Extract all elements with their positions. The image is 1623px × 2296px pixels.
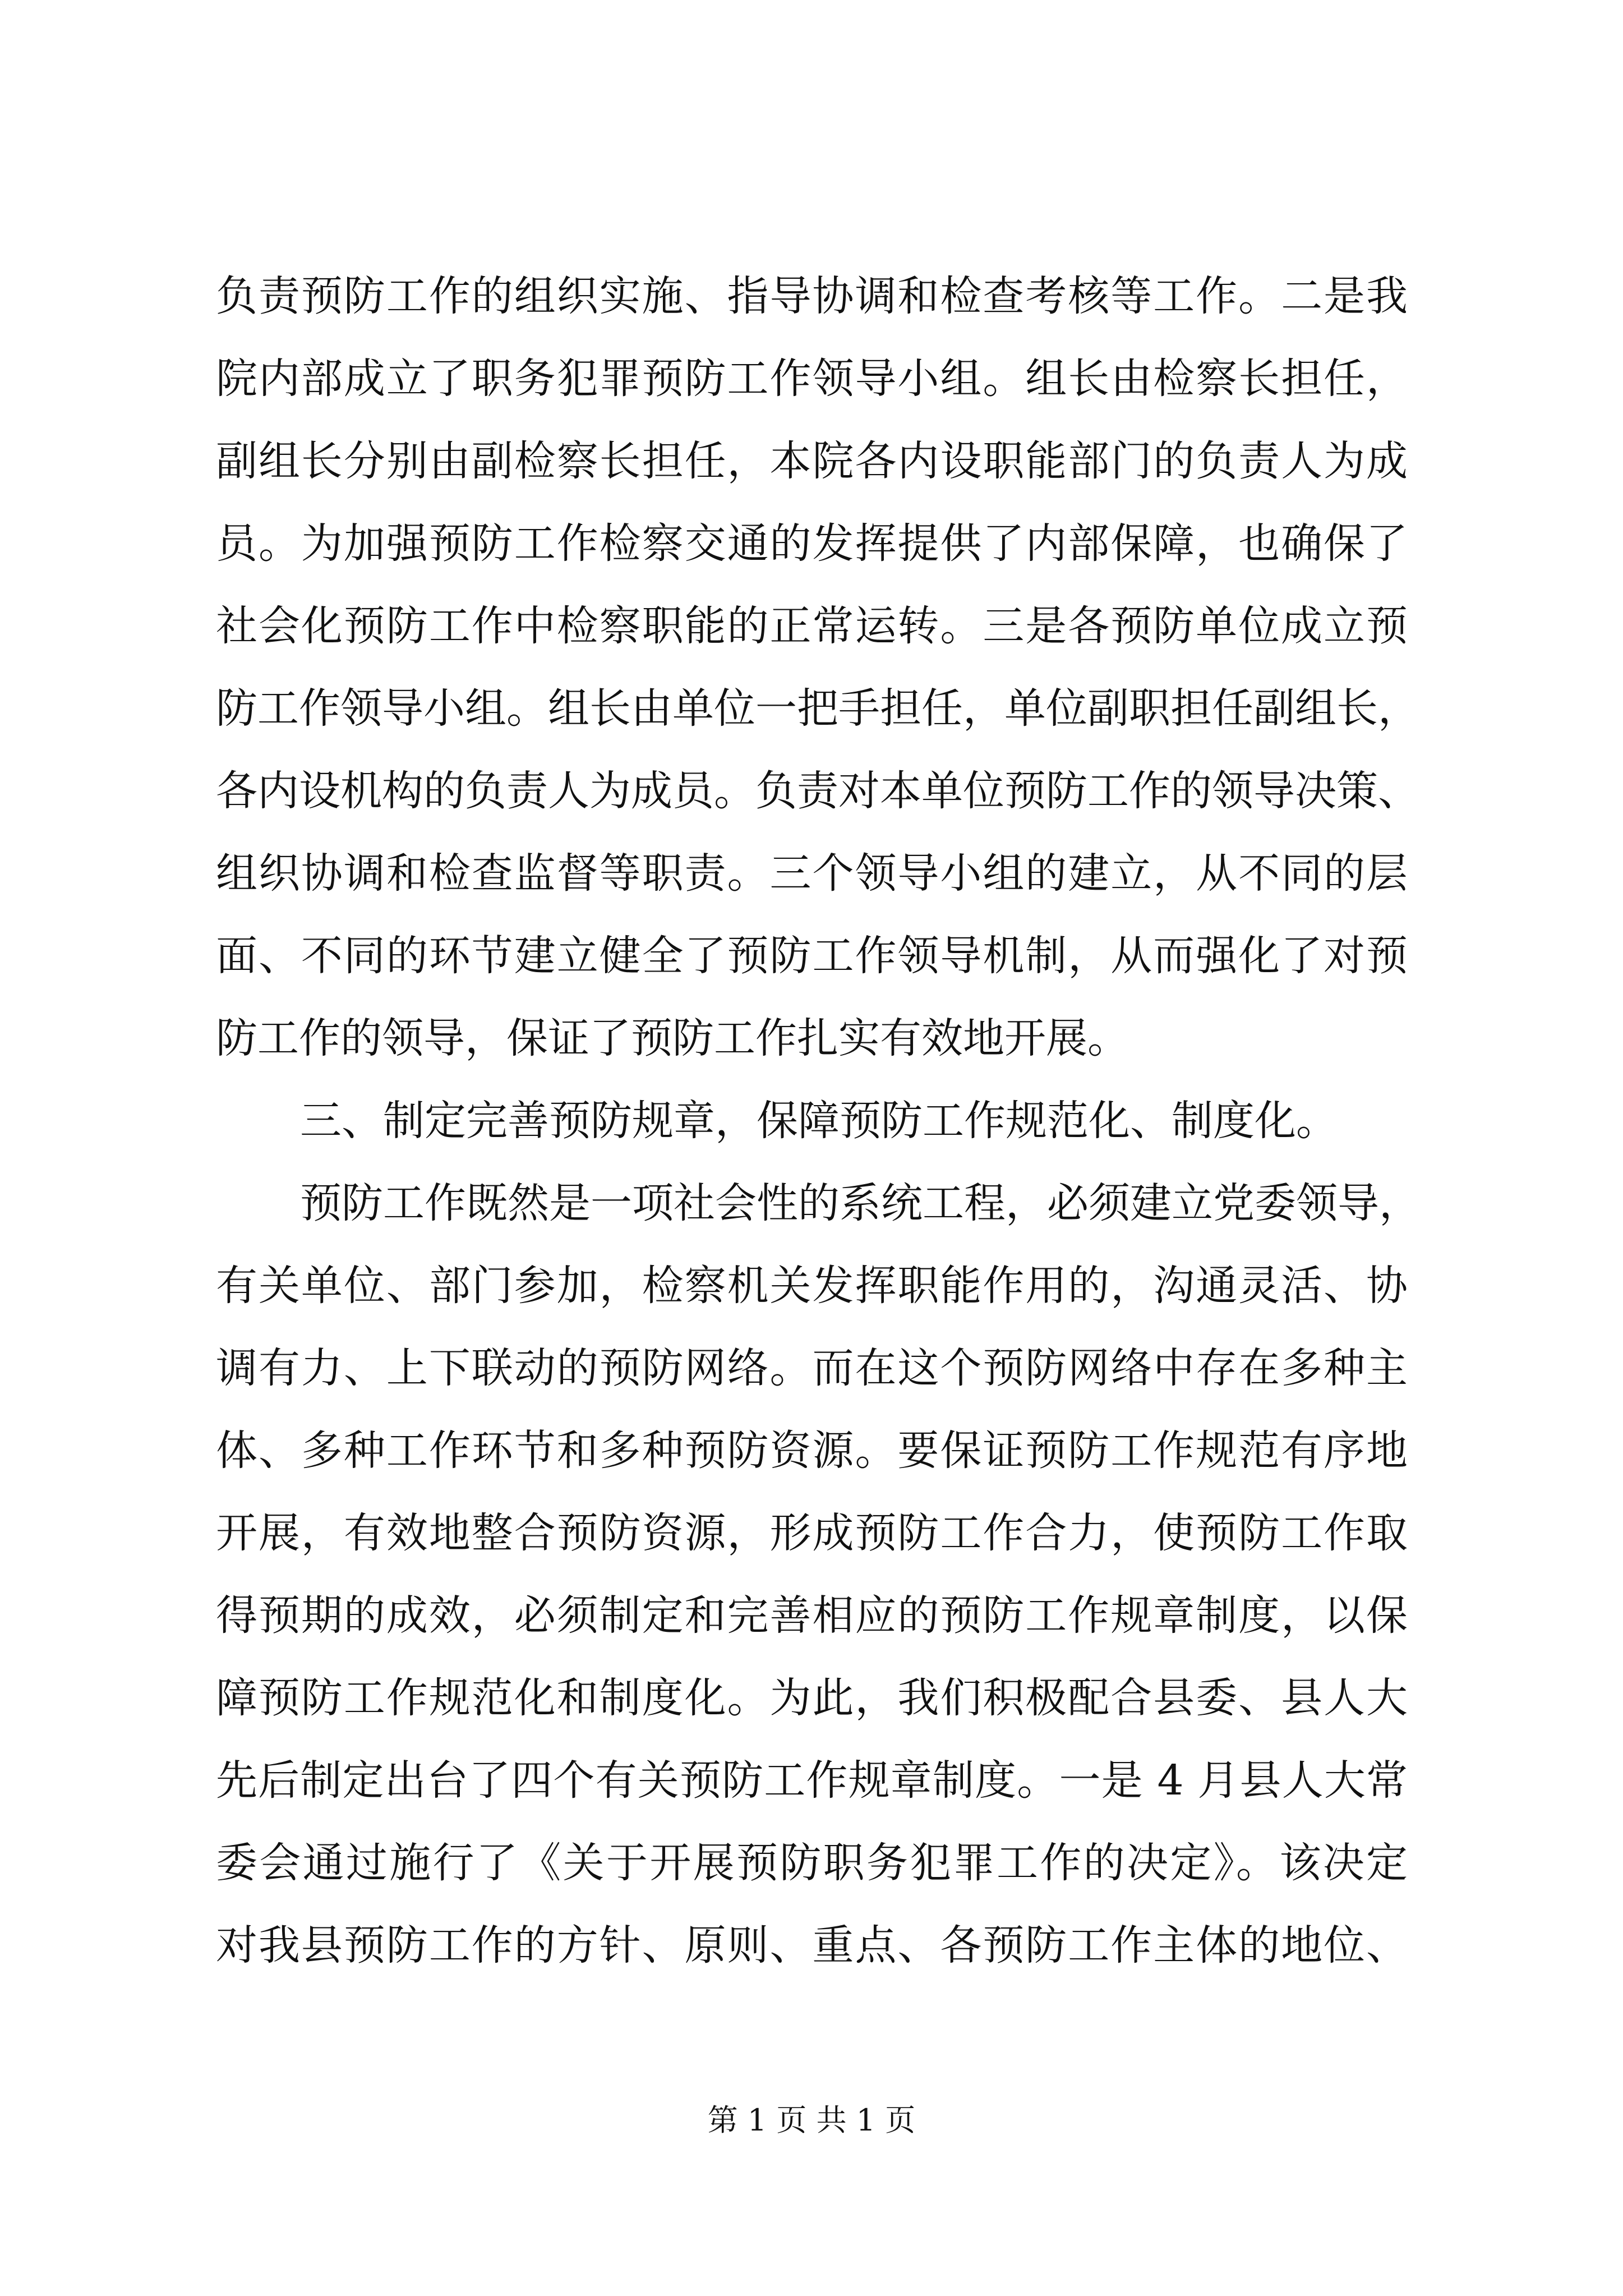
paragraph-line: 调有力、上下联动的预防网络。而在这个预防网络中存在多种主 bbox=[216, 1344, 1408, 1392]
page-footer bbox=[0, 2101, 1623, 2140]
page-number-label: 第 1 页 共 1 页 bbox=[707, 2102, 916, 2138]
paragraph-line: 负责预防工作的组织实施、指导协调和检查考核等工作。二是我 bbox=[216, 272, 1408, 320]
paragraph-line: 社会化预防工作中检察职能的正常运转。三是各预防单位成立预 bbox=[216, 602, 1408, 650]
paragraph-line: 有关单位、部门参加，检察机关发挥职能作用的，沟通灵活、协 bbox=[216, 1262, 1408, 1310]
paragraph-line: 开展，有效地整合预防资源，形成预防工作合力，使预防工作取 bbox=[216, 1509, 1408, 1557]
paragraph-line: 院内部成立了职务犯罪预防工作领导小组。组长由检察长担任， bbox=[216, 355, 1408, 403]
paragraph-line: 体、多种工作环节和多种预防资源。要保证预防工作规范有序地 bbox=[216, 1427, 1408, 1475]
paragraph-line: 得预期的成效，必须制定和完善相应的预防工作规章制度，以保 bbox=[216, 1591, 1408, 1640]
document-body bbox=[216, 255, 1421, 1987]
section-heading: 三、制定完善预防规章，保障预防工作规范化、制度化。 bbox=[300, 1097, 1338, 1145]
paragraph-line: 员。为加强预防工作检察交通的发挥提供了内部保障，也确保了 bbox=[216, 519, 1408, 568]
paragraph-line: 防工作领导小组。组长由单位一把手担任，单位副职担任副组长， bbox=[216, 684, 1419, 733]
paragraph-line: 面、不同的环节建立健全了预防工作领导机制，从而强化了对预 bbox=[216, 932, 1408, 980]
paragraph-line: 防工作的领导，保证了预防工作扎实有效地开展。 bbox=[216, 1014, 1129, 1062]
paragraph-line: 各内设机构的负责人为成员。负责对本单位预防工作的领导决策、 bbox=[216, 767, 1419, 815]
paragraph-line: 委会通过施行了《关于开展预防职务犯罪工作的决定》。该决定 bbox=[216, 1839, 1408, 1887]
paragraph-line: 组织协调和检查监督等职责。三个领导小组的建立，从不同的层 bbox=[216, 849, 1408, 898]
paragraph-line: 副组长分别由副检察长担任，本院各内设职能部门的负责人为成 bbox=[216, 437, 1408, 485]
paragraph-line: 先后制定出台了四个有关预防工作规章制度。一是 4 月县人大常 bbox=[216, 1756, 1408, 1805]
paragraph-line: 障预防工作规范化和制度化。为此，我们积极配合县委、县人大 bbox=[216, 1674, 1408, 1722]
paragraph-line: 预防工作既然是一项社会性的系统工程，必须建立党委领导， bbox=[300, 1179, 1421, 1227]
paragraph-line: 对我县预防工作的方针、原则、重点、各预防工作主体的地位、 bbox=[216, 1921, 1408, 1970]
